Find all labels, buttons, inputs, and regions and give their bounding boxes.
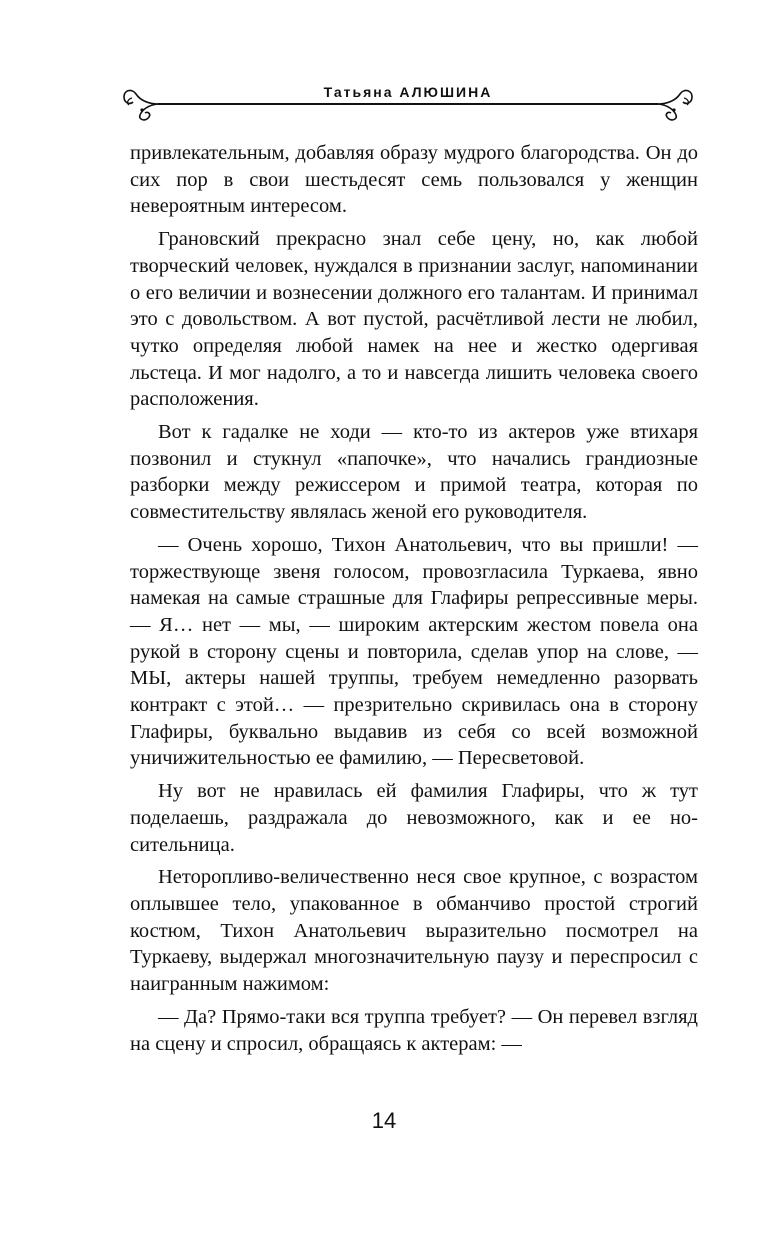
running-header [118, 78, 698, 128]
body-text [130, 140, 698, 1057]
paragraph: Неторопливо-величественно неся свое крупное, с возрастом оплывшее тело, упакованное в обманчиво простой строгий костюм, Тихон Анатольевич выразительно посмотрел на Туркаеву, выдержал многозначительную паузу и переспросил с наигранным нажимом: [130, 866, 698, 996]
paragraph: Вот к гадалке не ходи — кто-то из актеров уже втихаря позвонил и стукнул «папочке», что начались грандиозные разборки между режиссером и примой театра, которая по совместительству являлась женой его руководителя. [130, 421, 698, 524]
paragraph: — Да? Прямо-таки вся труппа требует? — Он перевел взгляд на сцену и спросил, обращаясь к актерам: — [130, 1005, 698, 1055]
paragraph: — Очень хорошо, Тихон Анатольевич, что вы пришли! — торжествующе звеня голосом, провозгласила Туркаева, явно намекая на самые страшные для Глафиры репрессивные меры. — Я… нет — мы, — широким актерским жестом повела она рукой в сторону сцены и повторила, сделав упор на слове, — МЫ, актеры нашей труппы, требуем немедленно разорвать контракт с этой… — презрительно скривилась она в сторону Глафиры, буквально выдавив из себя со всей возможной уничижительностью ее фамилию, — Пересветовой. [130, 533, 698, 770]
paragraph: Грановский прекрасно знал себе цену, но, как любой творческий человек, нуждался в признании заслуг, напоминании о его величии и вознесении должного его талантам. И принимал это с довольством. А вот пустой, расчётливой лести не любил, чутко определяя любой намек на нее и жестко одергивая льстеца. И мог надолго, а то и навсегда лишить человека своего расположения. [130, 228, 698, 411]
paragraph: привлекательным, добавляя образу мудрого благородства. Он до сих пор в свои шестьдесят семь пользовался у женщин невероятным интересом. [130, 142, 698, 218]
paragraph: Ну вот не нравилась ей фамилия Глафиры, что ж тут поделаешь, раздражала до невозможного, как и ее носительница. [130, 780, 698, 856]
page-number: 14 [371, 1108, 397, 1133]
book-author-title: Татьяна АЛЮШИНА [323, 84, 493, 100]
